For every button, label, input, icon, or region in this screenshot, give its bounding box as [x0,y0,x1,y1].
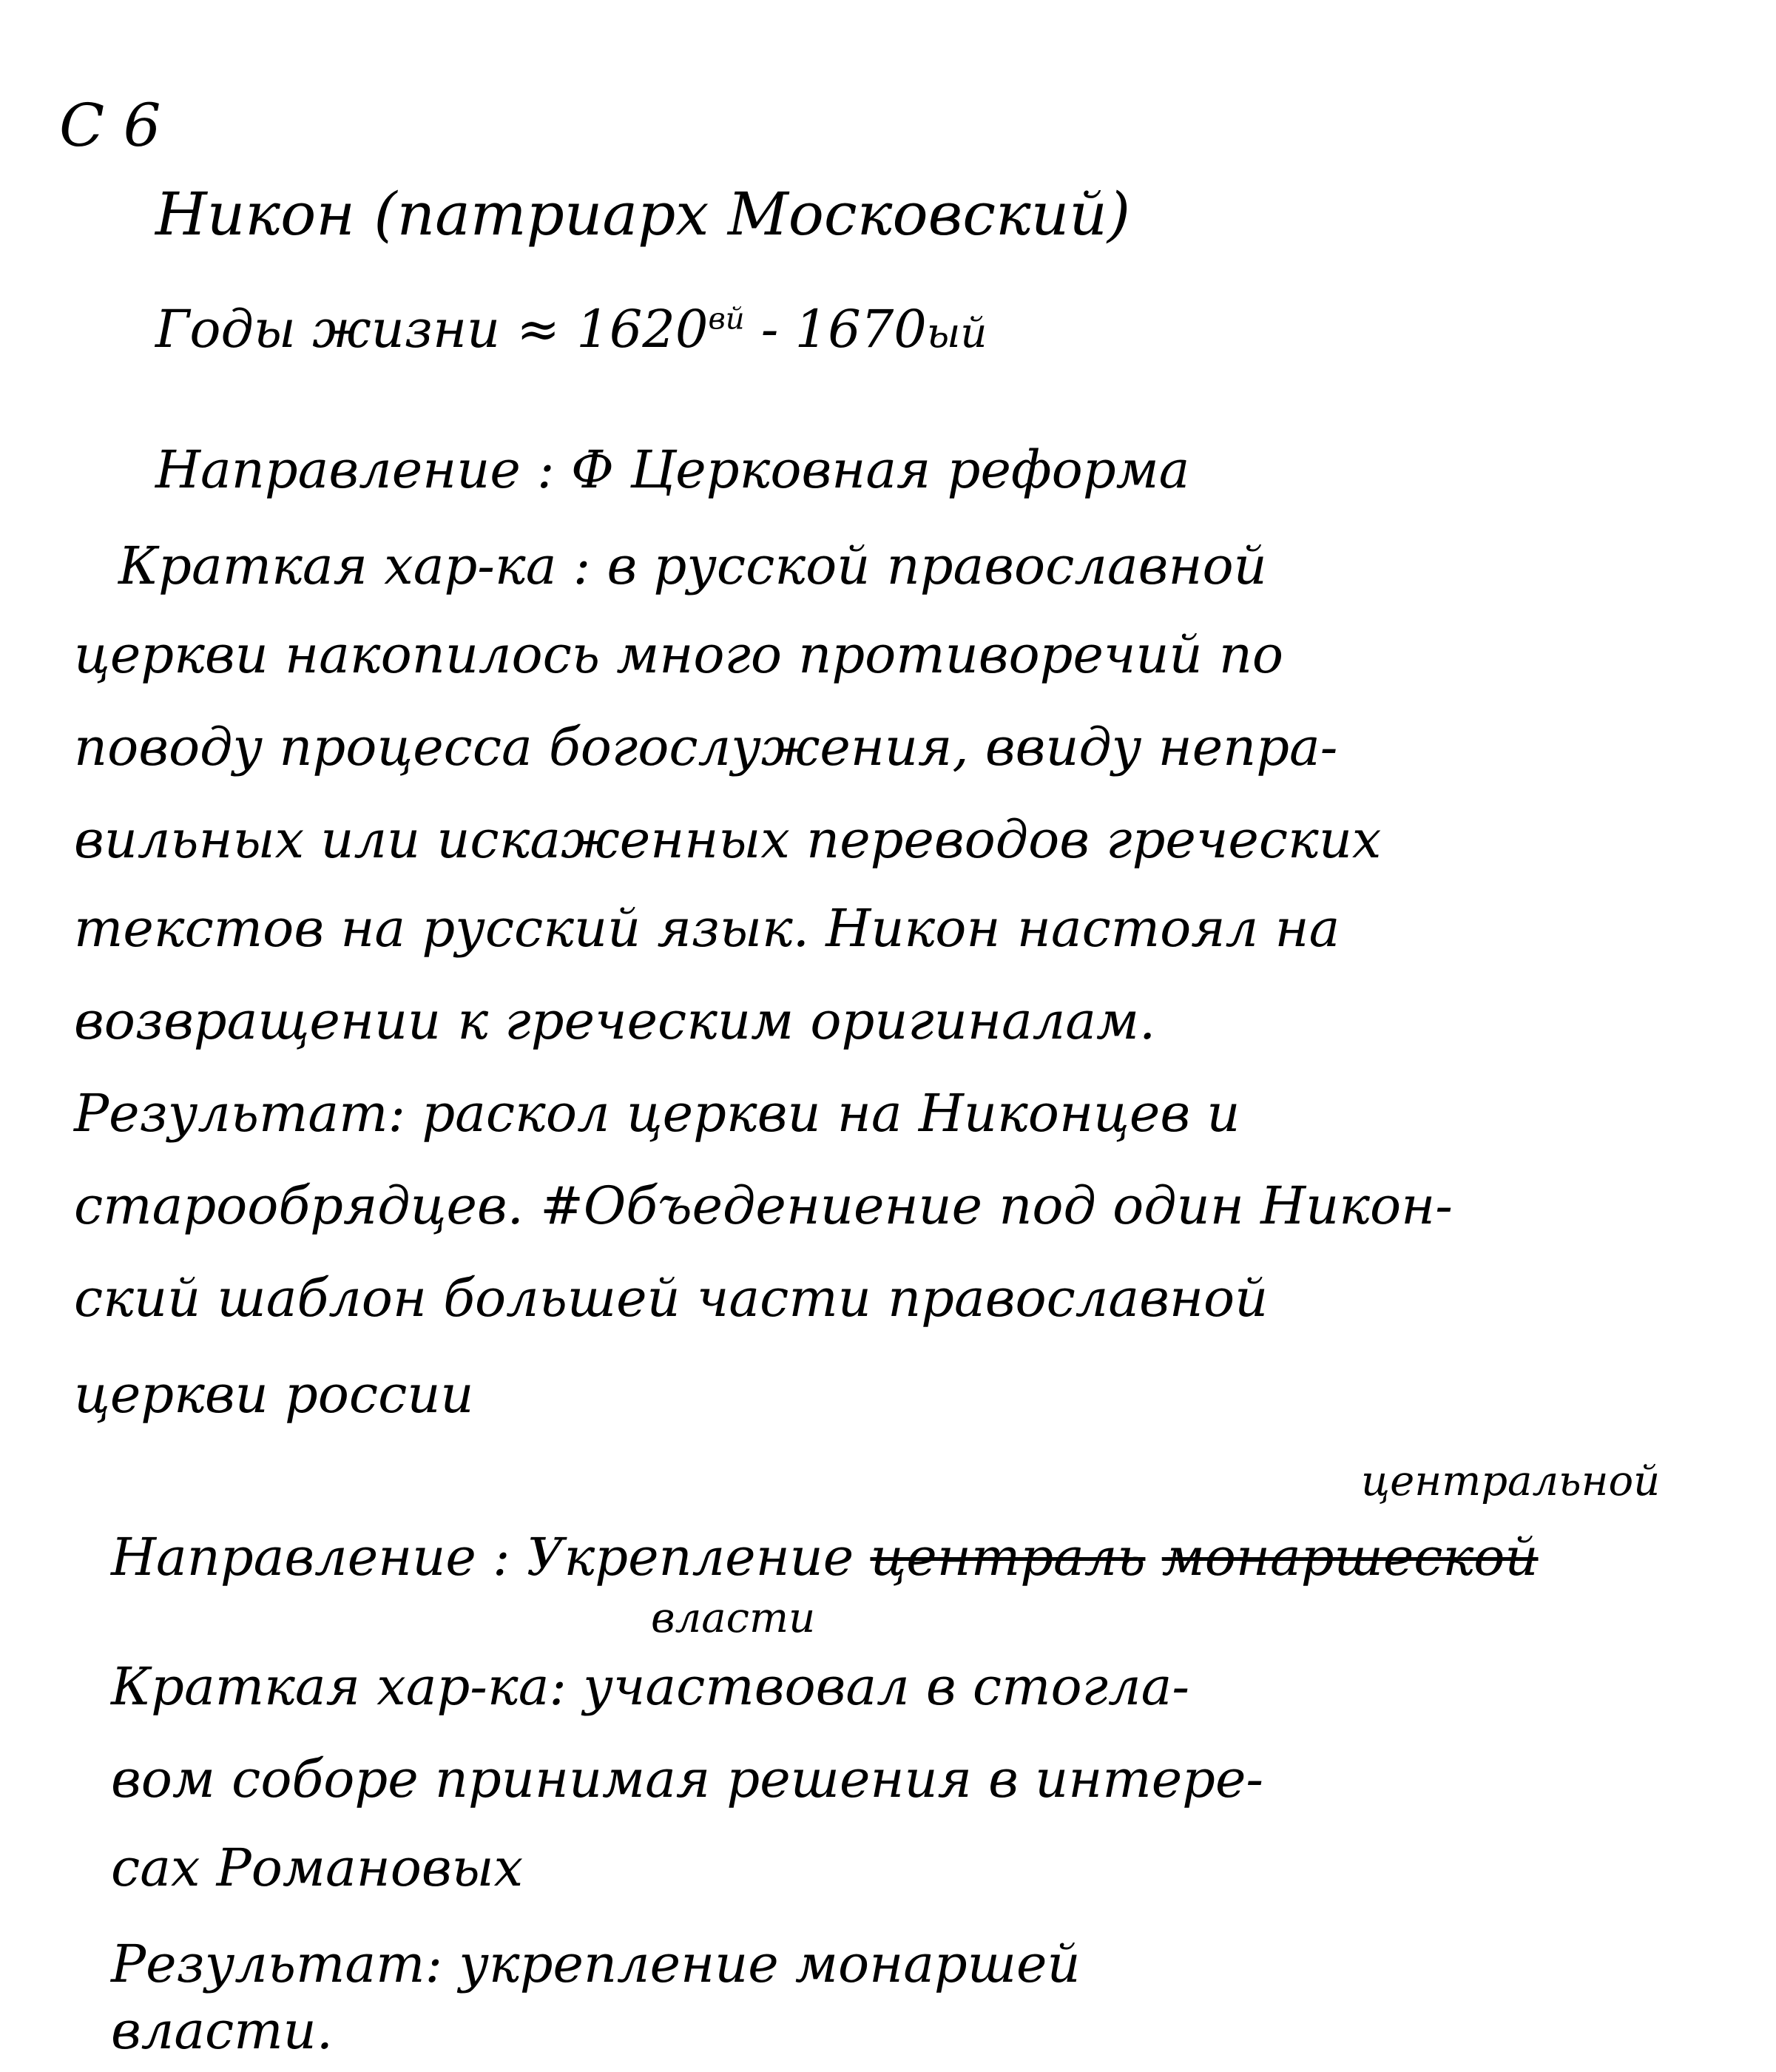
direction-1 [155,439,1190,500]
direction-2-word: Укрепление [526,1527,854,1587]
scribble-mark: Ф [570,439,614,500]
text-line: церкви накопилось много противоречий по [74,624,1284,685]
text-fragment: Объедениение под один Никон- [583,1175,1453,1236]
text-line: поводу процесса богослужения, ввиду непра- [74,717,1338,777]
text-line [74,1175,1453,1236]
direction-2-label: Направление : [111,1527,510,1587]
text-line: церкви россии [74,1364,474,1425]
life-years-superscript: вй [708,302,745,337]
text-line: Результат: укрепление монаршей [111,1934,1081,1994]
text-line: возвращении к греческим оригиналам. [74,991,1156,1051]
direction-1-label: Направление : [155,439,555,500]
life-years-prefix: Годы жизни ≈ 1620 [155,299,709,360]
section-label: С 6 [59,91,161,160]
life-years-suffix: - 1670 [744,299,927,360]
text-line: вильных или искаженных переводов греческих [74,809,1382,870]
text-line: Краткая хар-ка : в русской православной [118,536,1267,596]
insert-below: власти [651,1594,816,1642]
struck-word: централь [870,1527,1146,1587]
life-years [155,299,987,360]
text-line: Результат: раскол церкви на Никонцев и [74,1083,1240,1144]
text-line: власти. [111,2000,333,2061]
page-title: Никон (патриарх Московский) [155,180,1131,249]
text-line: текстов на русский язык. Никон настоял на [74,898,1340,959]
direction-2 [111,1527,1539,1587]
text-line: Краткая хар-ка: участвовал в стогла- [111,1656,1189,1717]
life-years-suffix-small: ый [926,309,987,357]
struck-word: монаршеской [1161,1527,1539,1587]
insert-above: центральной [1361,1457,1661,1505]
text-line: ский шаблон большей части православной [74,1268,1269,1329]
text-line: сах Романовых [111,1838,524,1898]
text-line: вом соборе принимая решения в интере- [111,1749,1264,1809]
text-fragment: старообрядцев. [74,1175,524,1236]
direction-1-value: Церковная реформа [630,439,1190,500]
hash-mark: # [540,1175,584,1236]
